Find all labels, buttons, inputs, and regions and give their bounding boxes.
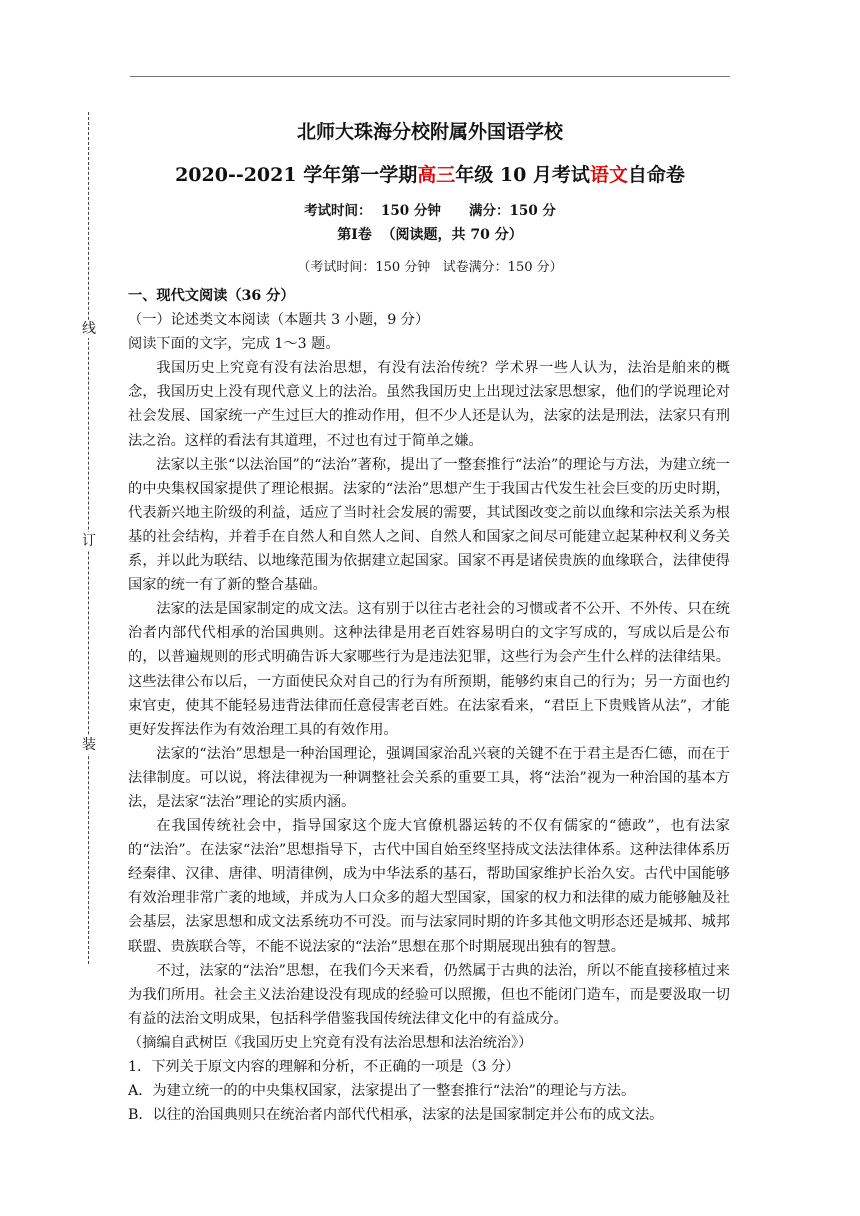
subsection-heading: （一）论述类文本阅读（本题共 3 小题，9 分） [128, 312, 430, 329]
school-name: 北师大珠海分校附属外国语学校 [296, 121, 563, 143]
option-b: B．以往的治国典则只在统治者内部代代相承，法家的法是国家制定并公布的成文法。 [128, 1107, 664, 1124]
top-rule [130, 76, 730, 77]
exam-title-year: 2020--2021 学年第一学期 [175, 164, 418, 186]
paragraph-1: 我国历史上究竟有没有法治思想，有没有法治传统？学术界一些人认为，法治是舶来的概念，我国历史上没有现代意义上的法治。虽然我国历史上出现过法家思想家，他们的学说理论对社会发展、国家统一产生过巨大的推动作用，但不少人还是认为，法家的法是刑法，法家只有刑法之治。这样的看法有其道理，不过也有过于简单之嫌。 [128, 360, 730, 449]
question-1: 1．下列关于原文内容的理解和分析，不正确的一项是（3 分） [128, 1059, 520, 1075]
paragraph-4: 法家的“法治”思想是一种治国理论，强调国家治乱兴衰的关键不在于君主是否仁德，而在于法律制度。可以说，将法律视为一种调整社会关系的重要工具，将“法治”视为一种治国的基本方法，是法家“法治”理论的实质内涵。 [128, 745, 730, 810]
source-citation: （摘编自武树臣《我国历史上究竟有没有法治思想和法治统治》） [128, 1034, 533, 1051]
exam-title [130, 160, 730, 187]
exam-title-month: 年级 10 月考试 [455, 164, 590, 186]
reading-instruction: 阅读下面的文字，完成 1～3 题。 [128, 336, 340, 353]
section-heading: 一、现代文阅读（36 分） [128, 288, 295, 304]
part-title: 第Ⅰ卷 （阅读题，共 70 分） [337, 227, 523, 243]
binding-char-zhuang: 装 [82, 737, 96, 753]
paragraph-6: 不过，法家的“法治”思想，在我们今天来看，仍然属于古典的法治，所以不能直接移植过来为我们所用。社会主义法治建设没有现成的经验可以照搬，但也不能闭门造车，而是要汲取一切有益的法治文明成果，包括科学借鉴我国传统法律文化中的有益成分。 [128, 962, 730, 1027]
exam-info: 考试时间： 150 分钟 满分：150 分 [304, 203, 556, 219]
exam-title-subject: 语文 [589, 164, 628, 186]
binding-char-ding: 订 [82, 533, 96, 549]
binding-char-xian: 线 [82, 321, 96, 337]
paragraph-2: 法家以主张“以法治国”的“法治”著称，提出了一整套推行“法治”的理论与方法，为建立统一的中央集权国家提供了理论根据。法家的“法治”思想产生于我国古代发生社会巨变的历史时期，代表新兴地主阶级的利益，适应了当时社会发展的需要，其试图改变之前以血缘和宗法关系为根基的社会结构，并着手在自然人和自然人之间、自然人和国家之间尽可能建立起某种权利义务关系，并以此为联结、以地缘范围为依据建立起国家。国家不再是诸侯贵族的血缘联合，法律使得国家的统一有了新的整合基础。 [128, 456, 730, 594]
paragraph-5: 在我国传统社会中，指导国家这个庞大官僚机器运转的不仅有儒家的“德政”，也有法家的“法治”。在法家“法治”思想指导下，古代中国自始至终坚持成文法法律体系。这种法律体系历经秦律、汉律、唐律、明清律例，成为中华法系的基石，帮助国家维护长治久安。古代中国能够有效治理非常广袤的地域，并成为人口众多的超大型国家，国家的权力和法律的威力能够触及社会基层，法家思想和成文法系统功不可没。而与法家同时期的许多其他文明形态还是城邦、城邦联盟、贵族联合等，不能不说法家的“法治”思想在那个时期展现出独有的智慧。 [128, 818, 730, 955]
exam-title-suffix: 自命卷 [627, 164, 685, 186]
main-content [128, 284, 730, 1127]
exam-title-grade: 高三 [417, 164, 456, 186]
part-subtitle: （考试时间：150 分钟 试卷满分：150 分） [297, 260, 563, 275]
option-a: A．为建立统一的的中央集权国家，法家提出了一整套推行“法治”的理论与方法。 [128, 1083, 636, 1100]
paragraph-3: 法家的法是国家制定的成文法。这有别于以往古老社会的习惯或者不公开、不外传、只在统治者内部代代相承的治国典则。这种法律是用老百姓容易明白的文字写成的，写成以后是公布的，以普遍规则的形式明确告诉大家哪些行为是违法犯罪，这些行为会产生什么样的法律结果。这些法律公布以后，一方面使民众对自己的行为有所预期，能够约束自己的行为；另一方面也约束官吏，使其不能轻易违背法律而任意侵害老百姓。在法家看来，“君臣上下贵贱皆从法”，才能更好发挥法作为有效治理工具的有效作用。 [128, 601, 730, 738]
